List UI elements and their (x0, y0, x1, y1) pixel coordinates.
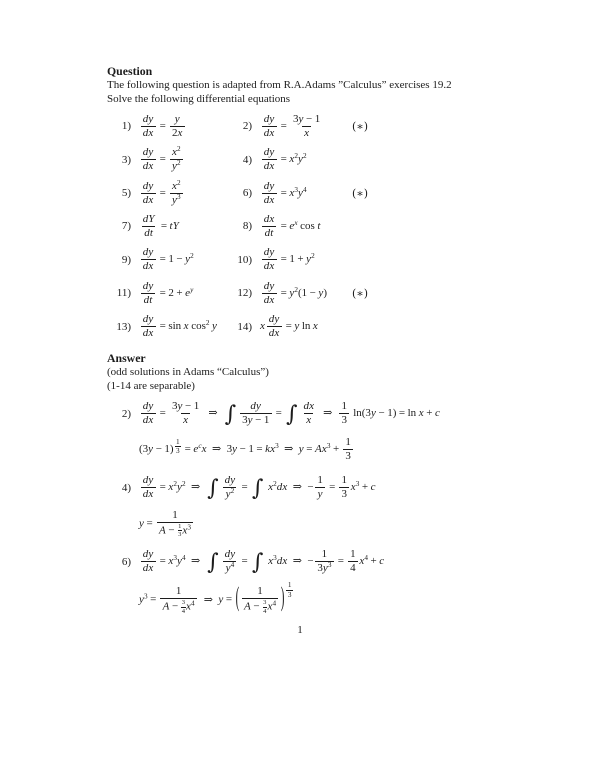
solution-block (107, 470, 499, 542)
problem-equation: $\frac{dy}{dx}$ = $1 + y^2$ (260, 246, 340, 273)
problem-equation: $\frac{dy}{dx}$ = $x^3y^4$ (260, 180, 340, 207)
problem-row (107, 310, 499, 343)
implies-arrow: ⇒ (208, 406, 218, 420)
implies-arrow: ⇒ (203, 592, 213, 606)
answer-heading: Answer (107, 351, 146, 366)
solution-equation-line1: $\frac{dy}{dx}$ = $\frac{3y - 1}{x}$ ⇒ ∫ $\frac{dy}{3y - 1}$ = ∫ $\frac{dx}{x}$ ⇒ $\frac{1}{3}$ ln(3y − 1) = ln x + c (139, 400, 440, 427)
problem-number: 9) (121, 253, 131, 266)
problem-equation: $\frac{dy}{dx}$ = $\frac{3y - 1}{x}$ (260, 113, 340, 140)
problem-number: 13) (116, 320, 131, 333)
solution-equation-line2: y = 1 A − $\frac{1}{3}$ $x^3$ (139, 509, 195, 538)
problem-number: 8) (242, 220, 252, 233)
page-number: 1 (297, 624, 303, 636)
problem-equation: $\frac{dy}{dx}$ = $\frac{x^2}{y^2}$ (139, 146, 230, 173)
solution-block (107, 396, 499, 468)
problem-number: 7) (121, 220, 131, 233)
problem-number: 12) (237, 287, 252, 300)
problem-number: 14) (237, 320, 252, 333)
star-mark: (∗) (352, 186, 369, 200)
implies-arrow: ⇒ (190, 554, 201, 568)
star-mark: (∗) (352, 119, 369, 133)
solution-row (107, 470, 499, 506)
answer-note-1: (odd solutions in Adams “Calculus”) (107, 366, 269, 379)
integral-sign: ∫ (252, 549, 264, 575)
problem-list (107, 110, 499, 344)
problem-number: 1) (121, 120, 131, 133)
solution-row (107, 506, 499, 542)
implies-arrow: ⇒ (212, 442, 222, 456)
implies-arrow: ⇒ (284, 442, 294, 456)
solution-row (107, 580, 499, 616)
implies-arrow: ⇒ (292, 554, 303, 568)
problem-number: 3) (121, 153, 131, 166)
question-heading: Question (107, 64, 153, 78)
problem-equation: $\frac{dy}{dx}$ = sin x $\cos^2 y$ (139, 313, 230, 340)
problem-row (107, 277, 499, 310)
problem-equation: $\frac{dy}{dx}$ = $x^2y^2$ (260, 146, 340, 173)
solution-equation-line1: $\frac{dy}{dx}$ = $x^2y^2$ ⇒ ∫ $\frac{dy}{y^2}$ = ∫ $x^2dx$ ⇒ − $\frac{1}{y}$ = $\frac{1}{3}$ $x^3 + c$ (139, 474, 376, 501)
problem-number: 10) (237, 253, 252, 266)
problem-equation: $\frac{dy}{dx}$ = $\frac{x^2}{y^3}$ (139, 180, 230, 207)
page-content (107, 63, 499, 618)
solution-number: 2) (121, 407, 131, 420)
answer-section (107, 350, 499, 616)
solution-block (107, 544, 499, 616)
problem-number: 11) (116, 287, 131, 300)
solution-row (107, 432, 499, 468)
problem-row (107, 143, 499, 176)
problem-row (107, 176, 499, 209)
solution-number: 6) (121, 555, 131, 568)
answer-note-2: (1-14 are separable) (107, 380, 195, 393)
intro-line-2: Solve the following differential equations (107, 92, 291, 105)
problem-equation: $\frac{dY}{dt}$ = tY (142, 212, 179, 239)
integral-sign: ∫ (207, 475, 219, 501)
solution-equation-line2: $y^3$ = 1 A − $\frac{3}{4}$ $x^4$ ⇒ y = ( 1 A − $\frac{3}{4}$ $x^4$ ) $^{\frac{1}{3}}$ (139, 581, 292, 615)
star-mark: (∗) (352, 286, 369, 300)
implies-arrow: ⇒ (323, 406, 333, 420)
intro-line-1: The following question is adapted from R.A.Adams ”Calculus” exercises 19.2 (107, 79, 452, 91)
solution-equation-line2: (3y − 1) $^{\frac{1}{3}}$ = $e^cx$ ⇒ $3y - 1 = kx^3$ ⇒ $y = Ax^3$ + $\frac{1}{3}$ (139, 436, 355, 463)
problem-row (107, 210, 499, 243)
solution-number: 4) (121, 481, 131, 494)
problem-equation: $\frac{dx}{dt}$ = $e^x$ cos t (263, 212, 321, 239)
problem-equation: $\frac{dy}{dx}$ = $y^2(1 - y)$ (260, 280, 340, 307)
problem-equation: x $\frac{dy}{dx}$ = y ln x (260, 313, 318, 340)
integral-sign: ∫ (252, 475, 264, 501)
implies-arrow: ⇒ (292, 480, 303, 494)
big-paren-left: ( (235, 583, 240, 614)
problem-row (107, 110, 499, 143)
problem-number: 6) (242, 187, 252, 200)
problem-number: 4) (242, 153, 252, 166)
solution-list (107, 396, 499, 616)
solution-row (107, 544, 499, 580)
problem-number: 5) (121, 187, 131, 200)
problem-equation: $\frac{dy}{dx}$ = $\frac{y}{2x}$ (139, 113, 230, 140)
integral-sign: ∫ (286, 401, 298, 427)
integral-sign: ∫ (207, 549, 219, 575)
solution-row (107, 396, 499, 432)
problem-equation: $\frac{dy}{dx}$ = $1 - y^2$ (139, 246, 230, 273)
big-paren-right: ) (280, 583, 285, 614)
integral-sign: ∫ (224, 401, 237, 427)
problem-equation: $\frac{dy}{dt}$ = $2 + e^y$ (142, 279, 194, 306)
solution-equation-line1: $\frac{dy}{dx}$ = $x^3y^4$ ⇒ ∫ $\frac{dy}{y^4}$ = ∫ $x^3dx$ ⇒ − $\frac{1}{3y^3}$ = $\frac{1}{4}$ $x^4 + c$ (139, 548, 384, 575)
problem-row (107, 243, 499, 276)
implies-arrow: ⇒ (190, 480, 201, 494)
problem-number: 2) (242, 120, 252, 133)
